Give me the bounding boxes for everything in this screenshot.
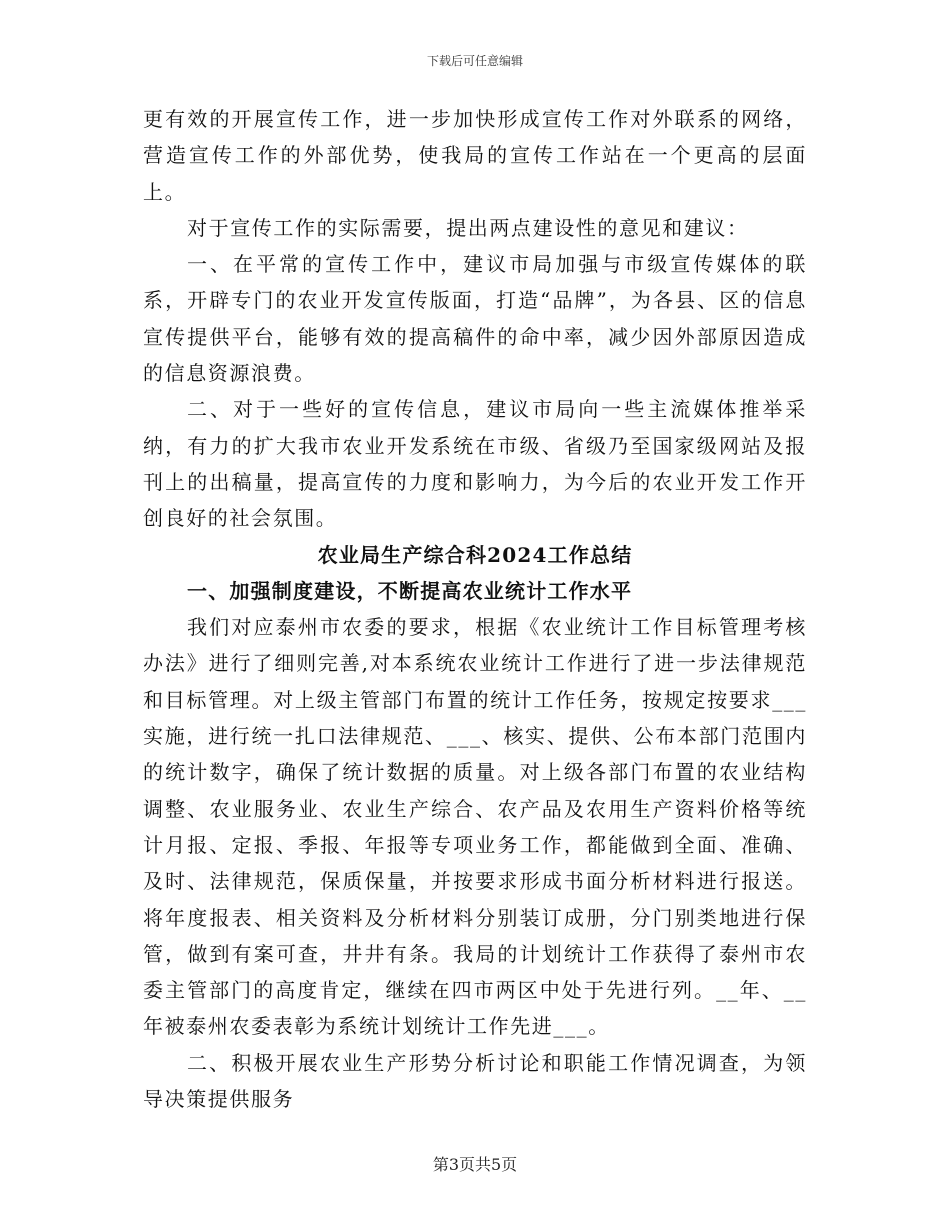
page-number: 第3页共5页: [432, 1155, 518, 1174]
section-heading-one: 一、加强制度建设，不断提高农业统计工作水平: [187, 578, 633, 603]
paragraph-continuation: 更有效的开展宣传工作，进一步加快形成宣传工作对外联系的网络，营造宣传工作的外部优势，使我局的宣传工作站在一个更高的层面上。: [143, 107, 807, 204]
paragraph-statistics-work: 我们对应泰州市农委的要求，根据《农业统计工作目标管理考核办法》进行了细则完善,对本系统农业统计工作进行了进一步法律规范和目标管理。对上级主管部门布置的统计工作任务，按规定按要求___实施，进行统一扎口法律规范、___、核实、提供、公布本部门范围内的统计数字，确保了统计数据的质量。对上级各部门布置的农业结构调整、农业服务业、农业生产综合、农产品及农用生产资料价格等统计月报、定报、季报、年报等专项业务工作，都能做到全面、准确、及时、法律规范，保质保量，并按要求形成书面分析材料进行报送。将年度报表、相关资料及分析材料分别装订成册，分门别类地进行保管，做到有案可查，井井有条。我局的计划统计工作获得了泰州市农委主管部门的高度肯定，继续在四市两区中处于先进行列。__年、__年被泰州农委表彰为系统计划统计工作先进___。: [143, 615, 807, 1039]
paragraph-suggestion-two: 二、对于一些好的宣传信息，建议市局向一些主流媒体推举采纳，有力的扩大我市农业开发系统在市级、省级乃至国家级网站及报刊上的出稿量，提高宣传的力度和影响力，为今后的农业开发工作开创良好的社会氛围。: [143, 397, 807, 531]
document-title: 农业局生产综合科2024工作总结: [317, 542, 633, 567]
section-heading-two: 二、积极开展农业生产形势分析讨论和职能工作情况调查，为领导决策提供服务: [143, 1050, 807, 1112]
paragraph-suggestion-one: 一、在平常的宣传工作中，建议市局加强与市级宣传媒体的联系，开辟专门的农业开发宣传版面，打造“品牌”，为各县、区的信息宣传提供平台，能够有效的提高稿件的命中率，减少因外部原因造成的信息资源浪费。: [143, 252, 807, 386]
paragraph-suggestions-intro: 对于宣传工作的实际需要，提出两点建设性的意见和建议：: [187, 215, 749, 240]
page-header-note: 下载后可任意编辑: [426, 54, 523, 68]
document-body: [143, 101, 807, 1117]
